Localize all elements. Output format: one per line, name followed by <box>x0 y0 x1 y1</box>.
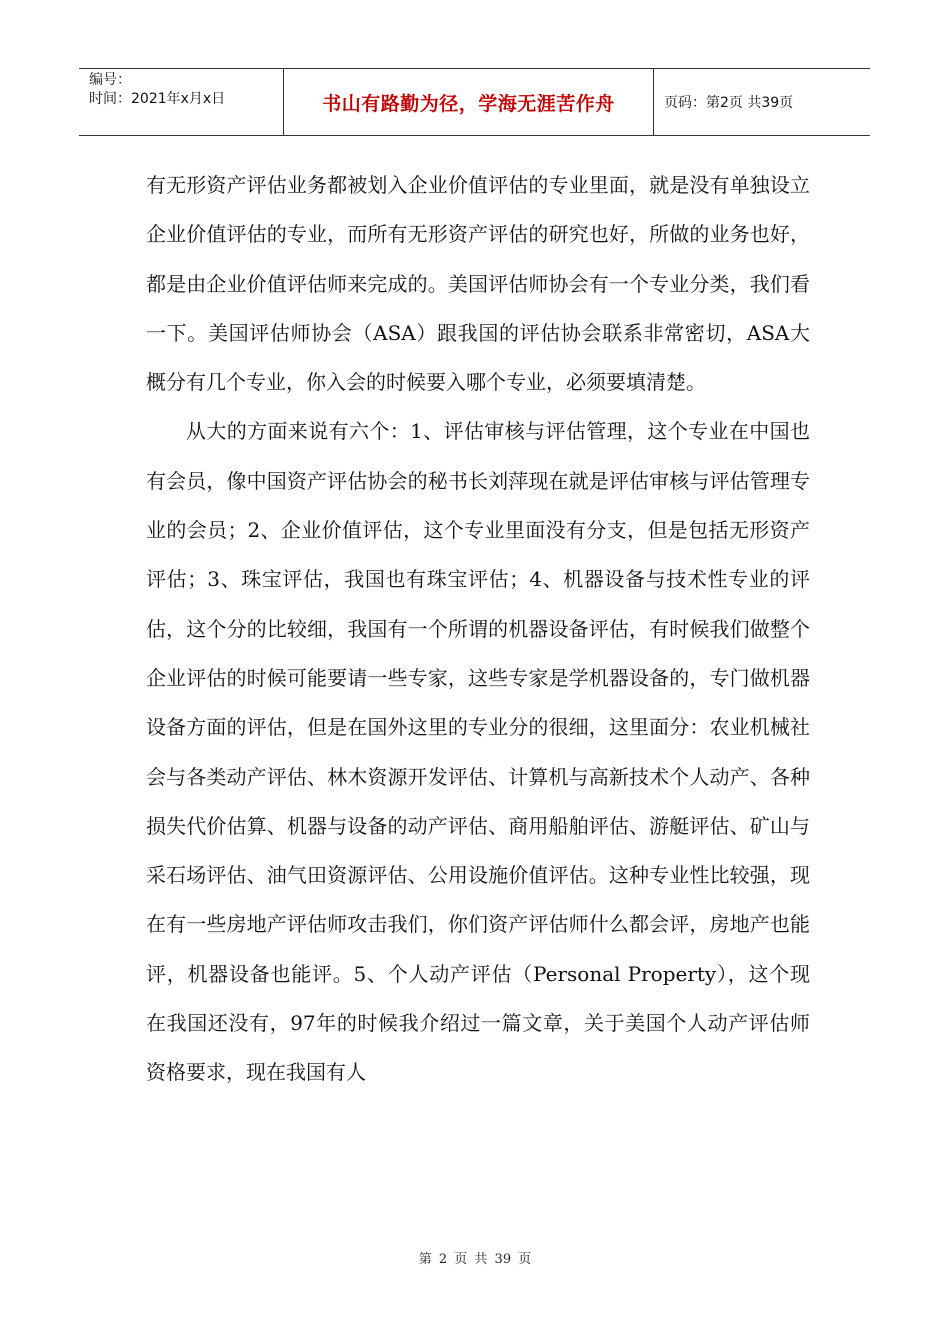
header-motto: 书山有路勤为径，学海无涯苦作舟 <box>322 92 615 115</box>
document-number-label: 编号： <box>89 72 131 88</box>
header-page-info: 页码：第2页 共39页 <box>664 95 794 111</box>
page-footer: 第 2 页 共 39 页 <box>418 1252 532 1267</box>
page-header <box>79 68 870 136</box>
document-date: 时间：2021年x月x日 <box>89 91 226 107</box>
header-meta-cell <box>79 69 284 135</box>
body-paragraph: 从大的方面来说有六个：1、评估审核与评估管理，这个专业在中国也有会员，像中国资产评估协会的秘书长刘萍现在就是评估审核与评估管理专业的会员；2、企业价值评估，这个专业里面没有分支，但是包括无形资产评估；3、珠宝评估，我国也有珠宝评估；4、机器设备与技术性专业的评估，这个分的比较细，我国有一个所谓的机器设备评估，有时候我们做整个企业评估的时候可能要请一些专家，这些专家是学机器设备的，专门做机器设备方面的评估，但是在国外这里的专业分的很细，这里面分：农业机械社会与各类动产评估、林木资源开发评估、计算机与高新技术个人动产、各种损失代价估算、机器与设备的动产评估、商用船舶评估、游艇评估、矿山与采石场评估、油气田资源评估、公用设施价值评估。这种专业性比较强，现在有一些房地产评估师攻击我们，你们资产评估师什么都会评，房地产也能评，机器设备也能评。5、个人动产评估（Personal Property），这个现在我国还没有，97年的时候我介绍过一篇文章，关于美国个人动产评估师资格要求，现在我国有人 <box>146 419 810 1085</box>
header-motto-cell <box>284 69 654 135</box>
header-page-cell <box>654 69 870 135</box>
body-paragraph: 有无形资产评估业务都被划入企业价值评估的专业里面，就是没有单独设立企业价值评估的专业，而所有无形资产评估的研究也好，所做的业务也好，都是由企业价值评估师来完成的。美国评估师协会有一个专业分类，我们看一下。美国评估师协会（ASA）跟我国的评估协会联系非常密切，ASA大概分有几个专业，你入会的时候要入哪个专业，必须要填清楚。 <box>146 173 810 395</box>
document-body <box>146 161 810 1098</box>
